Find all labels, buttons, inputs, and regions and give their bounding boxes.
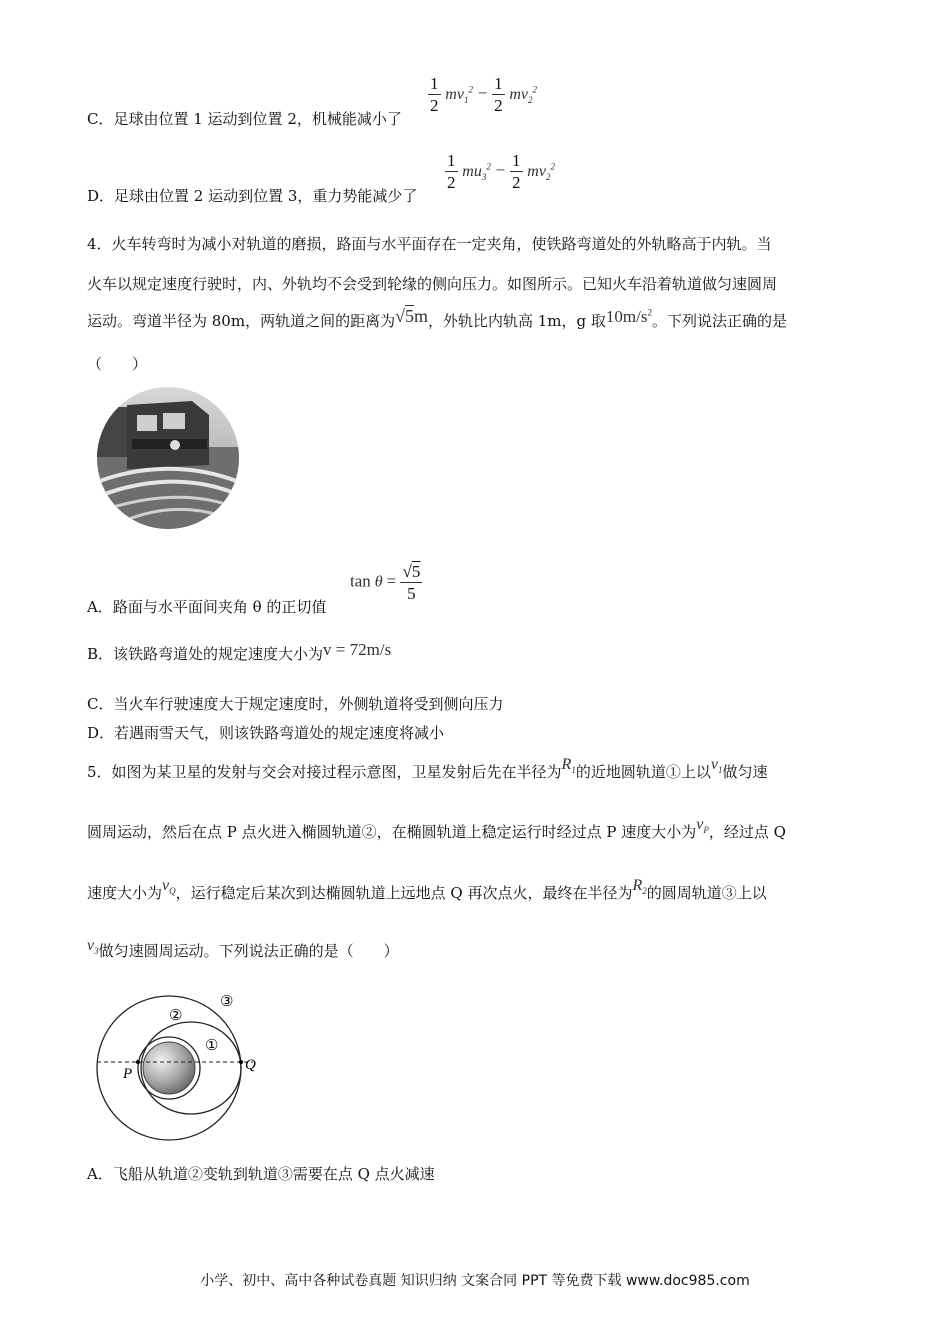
q4-option-d: D．若遇雨雪天气，则该铁路弯道处的规定速度将减小 xyxy=(87,724,445,742)
q5-line-4 xyxy=(87,937,399,962)
q3-option-c-formula: $\frac{1}{2}$ $mv_1^2$ − $\frac{1}{2}$ $mv_2^2$ xyxy=(430,74,538,115)
q3-option-d xyxy=(87,185,417,206)
q5-line-2b: ，经过点 Q xyxy=(708,823,786,841)
earth xyxy=(143,1042,195,1094)
q5-r1: $R_1$ xyxy=(561,756,576,776)
q5-v1: $v_1$ xyxy=(710,756,723,776)
q5-line-1c: 做匀速 xyxy=(722,763,768,781)
q5-line-4-text: 做匀速圆周运动。下列说法正确的是（ ） xyxy=(98,942,399,960)
q5-line-2a: 圆周运动，然后在点 P 点火进入椭圆轨道②，在椭圆轨道上稳定运行时经过点 P 速度大小为 xyxy=(87,823,697,841)
page-footer: 小学、初中、高中各种试卷真题 知识归纳 文案合同 PPT 等免费下载 www.doc985.com xyxy=(200,1273,750,1289)
q4-line-1: 4．火车转弯时为减小对轨道的磨损，路面与水平面存在一定夹角，使铁路弯道处的外轨略高于内轨。当 xyxy=(87,235,772,253)
q3-option-c-text: C．足球由位置 1 运动到位置 2，机械能减小了 xyxy=(87,110,402,128)
q4-line-3 xyxy=(87,306,787,331)
q4-line-3c: 。下列说法正确的是 xyxy=(651,312,787,330)
q5-line-1b: 的近地圆轨道①上以 xyxy=(575,763,711,781)
label-p: P xyxy=(123,1066,133,1082)
q4-line-3a: 运动。弯道半径为 80m，两轨道之间的距离为 xyxy=(87,312,396,330)
q4-g-value: $10m/s^2$ xyxy=(605,307,652,326)
q5-line-3 xyxy=(87,877,767,904)
q5-v3: $v_3$ xyxy=(87,937,99,957)
q4-line-2: 火车以规定速度行驶时，内、外轨均不会受到轮缘的侧向压力。如图所示。已知火车沿着轨道做匀速圆周 xyxy=(87,275,778,293)
q5-vp: $v_P$ xyxy=(696,816,709,836)
q4-option-b-math: v = 72m/s xyxy=(323,640,392,659)
q5-line-1a: 5．如图为某卫星的发射与交会对接过程示意图，卫星发射后先在半径为 xyxy=(87,763,562,781)
q4-option-b xyxy=(87,640,392,664)
orbit-diagram xyxy=(93,990,273,1150)
q4-line-4: （ ） xyxy=(87,355,148,373)
q5-option-a: A．飞船从轨道②变轨到轨道③需要在点 Q 点火减速 xyxy=(87,1165,435,1183)
q5-line-3a: 速度大小为 xyxy=(87,884,163,902)
q5-line-1 xyxy=(87,756,768,783)
label-2: ② xyxy=(169,1008,183,1024)
q4-option-b-text: B．该铁路弯道处的规定速度大小为 xyxy=(87,645,324,663)
q4-option-a-text: A．路面与水平面间夹角 θ 的正切值 xyxy=(87,598,327,616)
q4-line-3b: ，外轨比内轨高 1m，g 取 xyxy=(428,312,606,330)
q5-vq: $v_Q$ xyxy=(162,877,176,897)
label-q: Q xyxy=(245,1057,256,1073)
label-1: ① xyxy=(205,1038,219,1054)
q5-r2: $R_2$ xyxy=(632,877,647,897)
q4-sqrt5m: √5m xyxy=(395,306,428,326)
q4-option-a xyxy=(87,596,326,617)
q5-line-3b: ，运行稳定后某次到达椭圆轨道上远地点 Q 再次点火，最终在半径为 xyxy=(175,884,633,902)
q4-option-a-formula: tan θ = $\frac{√5}{5}$ xyxy=(350,562,421,603)
q3-option-c xyxy=(87,108,402,129)
label-3: ③ xyxy=(220,994,234,1010)
q3-option-d-formula: $\frac{1}{2}$ $mu_3^2$ − $\frac{1}{2}$ $mv_2^2$ xyxy=(447,151,555,192)
q4-option-c: C．当火车行驶速度大于规定速度时，外侧轨道将受到侧向压力 xyxy=(87,695,504,713)
q5-line-3c: 的圆周轨道③上以 xyxy=(646,884,767,902)
train-photo xyxy=(97,387,239,529)
q3-option-d-text: D．足球由位置 2 运动到位置 3，重力势能减少了 xyxy=(87,187,418,205)
q5-line-2 xyxy=(87,816,786,843)
